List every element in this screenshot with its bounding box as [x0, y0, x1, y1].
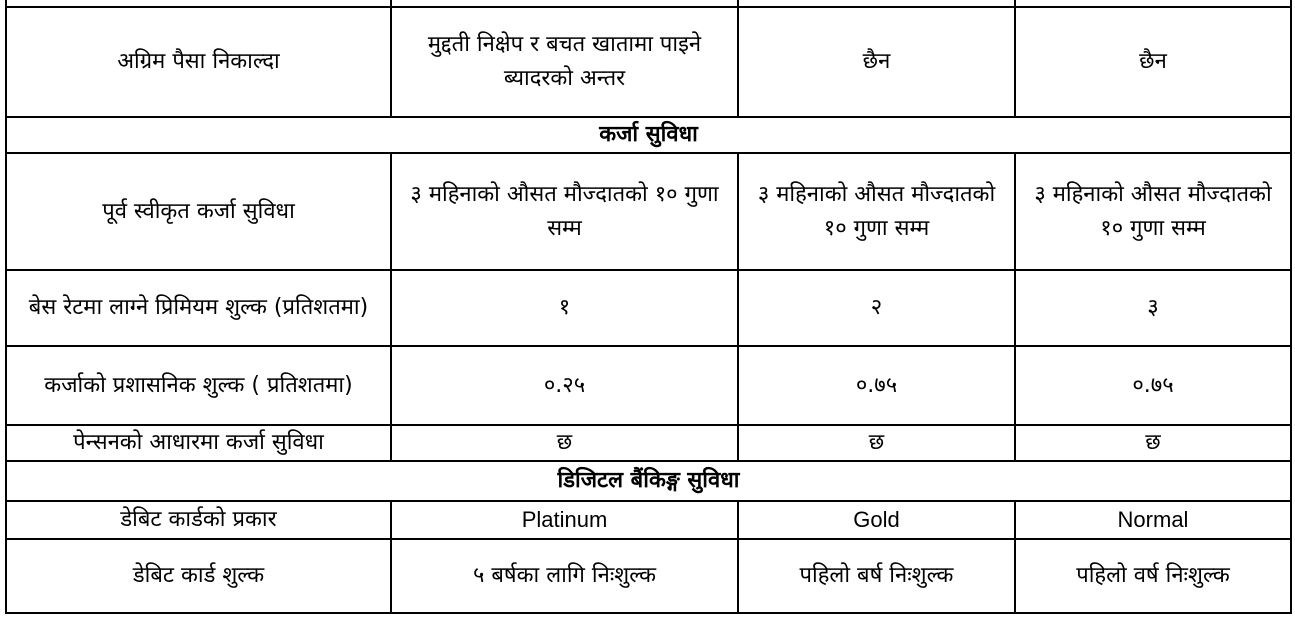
- table-row: [6, 270, 1291, 346]
- table-cell: छैन: [738, 7, 1015, 117]
- row-label: अग्रिम पैसा निकाल्दा: [6, 7, 391, 117]
- table-cell: ३ महिनाको औसत मौज्दातको १० गुणा सम्म: [1015, 153, 1291, 270]
- table-cell: Gold: [738, 501, 1015, 539]
- section-header-loan: कर्जा सुविधा: [6, 117, 1291, 153]
- section-header-digital: डिजिटल बैंकिङ्ग सुविधा: [6, 461, 1291, 501]
- table-row: [6, 501, 1291, 539]
- table-cell: छ: [738, 425, 1015, 461]
- table-cell: Normal: [1015, 501, 1291, 539]
- table-cell: छैन: [1015, 7, 1291, 117]
- table-cell: पहिलो बर्ष निःशुल्क: [738, 539, 1015, 613]
- table-row: [6, 539, 1291, 613]
- table-cell: Platinum: [391, 501, 738, 539]
- benefits-table: [5, 0, 1292, 614]
- section-header-row: [6, 461, 1291, 501]
- table-cell: ३ महिनाको औसत मौज्दातको १० गुणा सम्म: [738, 153, 1015, 270]
- table-cell: ३ महिनाको औसत मौज्दातको १० गुणा सम्म: [391, 153, 738, 270]
- table-cell: ५ बर्षका लागि निःशुल्क: [391, 539, 738, 613]
- table-row: [6, 346, 1291, 425]
- table-row: [6, 7, 1291, 117]
- row-label: पूर्व स्वीकृत कर्जा सुविधा: [6, 153, 391, 270]
- row-label: बेस रेटमा लाग्ने प्रिमियम शुल्क (प्रतिशतमा): [6, 270, 391, 346]
- row-label: कर्जाको प्रशासनिक शुल्क ( प्रतिशतमा): [6, 346, 391, 425]
- section-header-row: [6, 117, 1291, 153]
- table-cell: पहिलो वर्ष निःशुल्क: [1015, 539, 1291, 613]
- table-cell: ०.७५: [738, 346, 1015, 425]
- table-cell: ३: [1015, 270, 1291, 346]
- row-label: डेबिट कार्ड शुल्क: [6, 539, 391, 613]
- table-cell: छ: [391, 425, 738, 461]
- table-cell: ०.२५: [391, 346, 738, 425]
- table-cell: २: [738, 270, 1015, 346]
- row-label: डेबिट कार्डको प्रकार: [6, 501, 391, 539]
- table-cell: १: [391, 270, 738, 346]
- row-label: पेन्सनको आधारमा कर्जा सुविधा: [6, 425, 391, 461]
- table-row-clipped-top: [6, 0, 1291, 7]
- table-row: [6, 153, 1291, 270]
- table-cell: छ: [1015, 425, 1291, 461]
- table-row: [6, 425, 1291, 461]
- table-cell: मुद्दती निक्षेप र बचत खातामा पाइने ब्यादरको अन्तर: [391, 7, 738, 117]
- table-cell: ०.७५: [1015, 346, 1291, 425]
